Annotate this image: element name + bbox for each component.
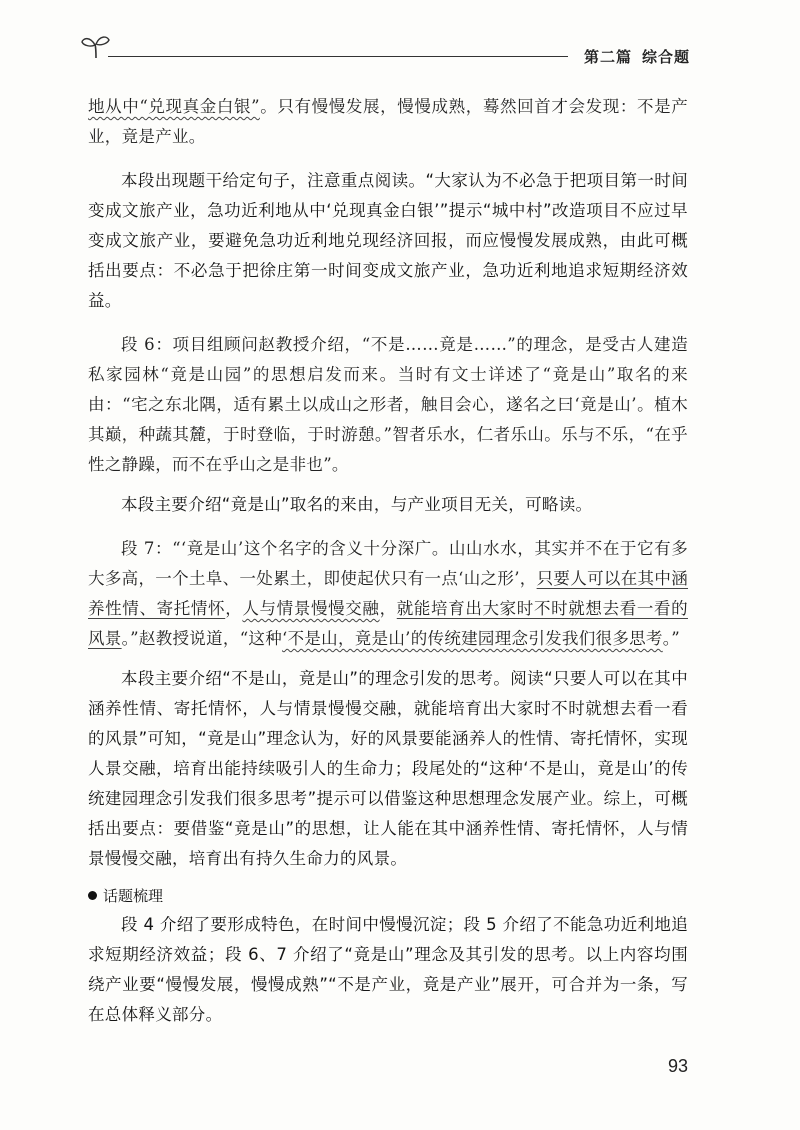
topic-summary: 段 4 介绍了要形成特色，在时间中慢慢沉淀；段 5 介绍了不能急功近利地追求短期经济效益；段 6、7 介绍了“竟是山”理念及其引发的思考。以上内容均围绕产业要“慢慢发展，慢慢成熟”“不是产业，竟是产业”展开，可合并为一条，写在总体释义部分。	[88, 915, 688, 1024]
punctuation: ，	[225, 599, 243, 618]
section-label: 综合题	[641, 48, 690, 66]
paragraph-7	[88, 534, 688, 654]
punctuation: 。”	[662, 629, 681, 648]
section-title	[574, 46, 690, 67]
topic-label: 话题梳理	[103, 887, 164, 905]
topic-heading	[88, 882, 688, 910]
underlined-phrase: 就能培育出大家时不时就想去看一看的风景	[88, 599, 688, 648]
wavy-underlined-phrase: ‘不是山，竟是山’的传统建园理念引发我们很多思考	[282, 629, 663, 648]
analysis-paragraph-7: 本段主要介绍“不是山，竟是山”的理念引发的思考。阅读“只要人可以在其中涵养性情、寄托情怀，人与情景慢慢交融，就能培育出大家时不时就想去看一看的风景”可知，“竟是山”理念认为，好的风景要能涵养人的性情、寄托情怀，实现人景交融，培育出能持续吸引人的生命力；段尾处的“这种‘不是山，竟是山’的传统建园理念引发我们很多思考”提示可以借鉴这种思想理念发展产业。综上，可概括出要点：要借鉴“竟是山”的思想，让人能在其中涵养性情、寄托情怀，人与情景慢慢交融，培育出有持久生命力的风景。	[88, 669, 688, 868]
analysis-paragraph-5: 本段出现题干给定句子，注意重点阅读。“大家认为不必急于把项目第一时间变成文旅产业，急功近利地从中‘兑现真金白银’”提示“城中村”改造项目不应过早变成文旅产业，要避免急功近利地兑现经济回报，而应慢慢发展成熟，由此可概括出要点：不必急于把徐庄第一时间变成文旅产业，急功近利地追求短期经济效益。	[88, 171, 688, 310]
punctuation: ，	[379, 599, 397, 618]
paragraph-text: 。只有慢慢发展，慢慢成熟，蓦然回首才会发现：不是产业，竟是产业。	[88, 97, 689, 146]
header-rule	[108, 56, 568, 57]
analysis-paragraph-6: 本段主要介绍“竟是山”取名的来由，与产业项目无关，可略读。	[121, 495, 593, 514]
wavy-underlined-phrase: 地从中“兑现真金白银”	[88, 97, 260, 116]
paragraph-6: 段 6：项目组顾问赵教授介绍，“不是……竟是……”的理念，是受古人建造私家园林“竟是山园”的思想启发而来。当时有文士详述了“竟是山”取名的来由：“宅之东北隅，适有累土以成山之形者，触目会心，遂名之曰‘竟是山’。植木其巅，种蔬其麓，于时登临，于时游憩。”智者乐水，仁者乐山。乐与不乐，“在乎性之静躁，而不在乎山之是非也”。	[88, 335, 688, 474]
page-number: 93	[667, 1056, 688, 1076]
paragraph-continuation	[88, 92, 688, 152]
paragraph-text: 。”赵教授说道，“这种	[121, 629, 283, 648]
page-content	[88, 92, 688, 1030]
wavy-underlined-phrase: 人与情景慢慢交融	[242, 599, 380, 618]
underlined-phrase: 只要人可以在其中涵养性情、寄托情怀	[88, 569, 689, 618]
paragraph-text: 段 7：“‘竟是山’这个名字的含义十分深广。山山水水，其实并不在于它有多大多高，一个土阜、一处累土，即使起伏只有一点‘山之形’，	[88, 539, 688, 588]
bullet-icon	[88, 891, 97, 900]
part-label: 第二篇	[583, 48, 632, 66]
page-header	[80, 30, 690, 74]
